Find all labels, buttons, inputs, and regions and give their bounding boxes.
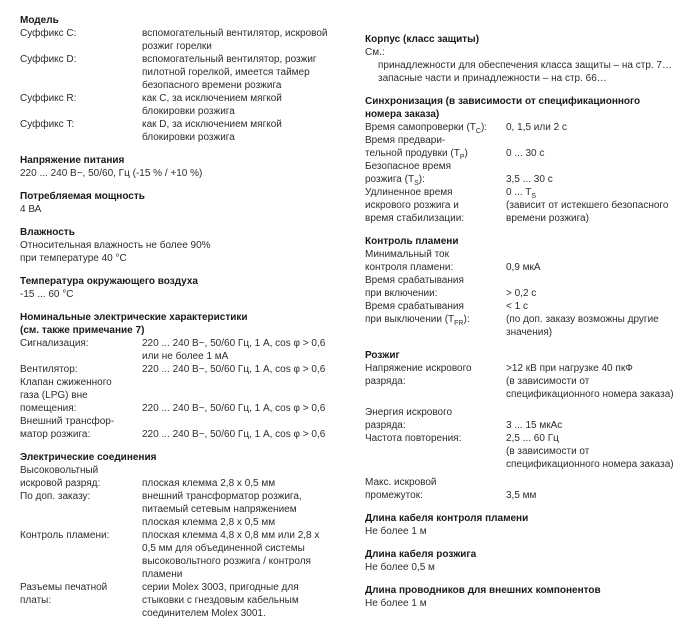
spec-label <box>365 326 506 339</box>
right-column <box>365 33 695 610</box>
spec-value: (зависит от истекшего безопасного <box>506 200 669 211</box>
spec-value: (в зависимости от <box>506 376 590 387</box>
text-line: Энергия искрового <box>365 407 453 418</box>
spec-row <box>20 363 360 376</box>
spec-label: промежуток: <box>365 490 423 501</box>
spec-row <box>20 402 360 415</box>
section-gap <box>365 339 695 349</box>
spec-row <box>20 131 360 144</box>
spec-value: (в зависимости от <box>506 446 590 457</box>
spec-value: 3,5 ... 30 с <box>506 174 553 185</box>
section-gap <box>365 574 695 584</box>
left-column <box>20 14 360 620</box>
spec-label: время стабилизации: <box>365 213 465 224</box>
spec-value: питаемый сетевым напряжением <box>142 504 297 515</box>
spec-value: < 1 с <box>506 301 528 312</box>
spec-row <box>20 389 360 402</box>
spec-label: Суффикс D: <box>20 54 77 65</box>
spec-value: вспомогательный вентилятор, розжиг <box>142 54 317 65</box>
spec-row <box>365 375 695 388</box>
spec-label <box>20 350 142 363</box>
section-heading: (см. также примечание 7) <box>20 325 145 336</box>
spec-label <box>20 66 142 79</box>
spec-row <box>20 27 360 40</box>
spec-row <box>365 362 695 375</box>
spec-value: серии Molex 3003, пригодные для <box>142 582 299 593</box>
spec-label: Вентилятор: <box>20 364 78 375</box>
spec-row <box>20 92 360 105</box>
section-gap <box>20 441 360 451</box>
spec-value <box>506 134 695 147</box>
section-heading: Влажность <box>20 227 75 238</box>
spec-label: при включении: <box>365 288 438 299</box>
spec-label: Напряжение искрового <box>365 363 472 374</box>
spec-value: стыковки с гнездовым кабельным <box>142 595 299 606</box>
section-heading: Модель <box>20 15 59 26</box>
spec-value: розжиг горелки <box>142 41 212 52</box>
spec-value: блокировки розжига <box>142 132 235 143</box>
section-gap <box>20 144 360 154</box>
spec-value: вспомогательный вентилятор, искровой <box>142 28 328 39</box>
spec-value: плоская клемма 4,8 x 0,8 мм или 2,8 x <box>142 530 320 541</box>
spec-label: искрового розжига и <box>365 200 459 211</box>
section-heading: Напряжение питания <box>20 155 125 166</box>
spec-row <box>365 326 695 339</box>
spec-value: безопасного времени розжига <box>142 80 282 91</box>
spec-label: Внешний трансфор- <box>20 416 115 427</box>
spec-label: Время предвари- <box>365 135 446 146</box>
spec-label <box>20 503 142 516</box>
spec-value: пилотной горелкой, имеется таймер <box>142 67 310 78</box>
spec-value: значения) <box>506 327 553 338</box>
spec-value: 220 ... 240 В~, 50/60 Гц, 1 А, cos φ > 0,6 <box>142 338 326 349</box>
spec-label: платы: <box>20 595 52 606</box>
section-heading: Синхронизация (в зависимости от спецификационного <box>365 96 641 107</box>
spec-row <box>20 428 360 441</box>
spec-row <box>365 121 695 134</box>
spec-value: высоковольтного розжига / контроля <box>142 556 311 567</box>
spec-label: тельной продувки $(T_P)$ <box>365 148 468 161</box>
spec-label <box>20 568 142 581</box>
spec-row <box>365 419 695 432</box>
spec-row <box>365 313 695 326</box>
spec-value: 0 ... $T_S$ <box>506 187 537 200</box>
spec-row <box>20 53 360 66</box>
spec-label <box>20 542 142 555</box>
text-line: Не более 1 м <box>365 526 427 537</box>
text-line: См.: <box>365 47 385 58</box>
spec-value: пламени <box>142 569 183 580</box>
text-line: -15 ... 60 °C <box>20 289 74 300</box>
section-gap <box>365 502 695 512</box>
spec-row <box>365 186 695 199</box>
spec-row <box>365 300 695 313</box>
spec-row <box>20 568 360 581</box>
spec-label <box>20 79 142 92</box>
spec-row <box>20 542 360 555</box>
spec-label <box>365 388 506 401</box>
spec-label: Разъемы печатной <box>20 582 108 593</box>
text-line: Не более 0,5 м <box>365 562 435 573</box>
spec-value: >12 кВ при нагрузке 40 пкФ <box>506 363 633 374</box>
indented-text-line: запасные части и принадлежности – на стр. 66… <box>378 73 607 84</box>
spec-label: матор розжига: <box>20 429 91 440</box>
text-line: Не более 1 м <box>365 598 427 609</box>
spec-row <box>365 147 695 160</box>
spec-row <box>20 516 360 529</box>
spec-value: 0,5 мм для объединенной системы <box>142 543 305 554</box>
spec-value: плоская клемма 2,8 x 0,5 мм <box>142 517 276 528</box>
text-line: Относительная влажность не более 90% <box>20 240 211 251</box>
section-heading: Длина проводников для внешних компонентов <box>365 585 601 596</box>
spec-row <box>20 376 360 389</box>
spec-value: 220 ... 240 В~, 50/60 Гц, 1 А, cos φ > 0,6 <box>142 403 326 414</box>
spec-row <box>365 261 695 274</box>
spec-value: 220 ... 240 В~, 50/60 Гц, 1 А, cos φ > 0,6 <box>142 429 326 440</box>
section-gap <box>365 85 695 95</box>
spec-value: 2,5 ... 60 Гц <box>506 433 559 444</box>
spec-row <box>20 555 360 568</box>
spec-label: Частота повторения: <box>365 433 462 444</box>
spec-value: соединителем Molex 3001. <box>142 608 266 619</box>
spec-label: Удлиненное время <box>365 187 453 198</box>
section-gap <box>20 180 360 190</box>
spec-value <box>142 415 360 428</box>
spec-label <box>20 555 142 568</box>
section-gap <box>20 216 360 226</box>
spec-row <box>20 581 360 594</box>
text-line: 4 ВА <box>20 204 42 215</box>
spec-value: 220 ... 240 В~, 50/60 Гц, 1 А, cos φ > 0,6 <box>142 364 326 375</box>
spec-row <box>365 432 695 445</box>
section-heading: Длина кабеля контроля пламени <box>365 513 529 524</box>
section-heading: Длина кабеля розжига <box>365 549 477 560</box>
spec-label <box>20 40 142 53</box>
spec-label <box>365 445 506 458</box>
spec-row <box>365 199 695 212</box>
spec-value: 3 ... 15 мкАс <box>506 420 563 431</box>
spec-value: > 0,2 с <box>506 288 537 299</box>
section-heading: Температура окружающего воздуха <box>20 276 198 287</box>
indented-text-line: принадлежности для обеспечения класса защиты – на стр. 7… <box>378 60 672 71</box>
spec-label: Суффикс T: <box>20 119 75 130</box>
spec-label <box>20 105 142 118</box>
text-line: 220 ... 240 В~, 50/60, Гц (-15 % / +10 %) <box>20 168 203 179</box>
spec-row <box>365 212 695 225</box>
spec-label: Суффикс R: <box>20 93 77 104</box>
spec-value <box>506 160 695 173</box>
section-gap <box>20 265 360 275</box>
spec-label: Суффикс C: <box>20 28 77 39</box>
spec-row <box>20 350 360 363</box>
spec-label: Сигнализация: <box>20 338 89 349</box>
spec-row <box>20 477 360 490</box>
spec-value: времени розжига) <box>506 213 589 224</box>
section-gap <box>20 301 360 311</box>
spec-row <box>20 337 360 350</box>
spec-label <box>365 458 506 471</box>
spec-row <box>365 388 695 401</box>
spec-row <box>20 607 360 620</box>
section-heading: Номинальные электрические характеристики <box>20 312 248 323</box>
spec-value: плоская клемма 2,8 x 0,5 мм <box>142 478 276 489</box>
spec-row <box>365 458 695 471</box>
text-line: Макс. искровой <box>365 477 437 488</box>
spec-row <box>20 490 360 503</box>
spec-label <box>20 131 142 144</box>
spec-row <box>20 118 360 131</box>
spec-value: как C, за исключением мягкой <box>142 93 282 104</box>
spec-value <box>142 376 360 389</box>
spec-value: 0,9 мкА <box>506 262 541 273</box>
spec-label: Клапан сжиженного <box>20 377 112 388</box>
section-heading: Контроль пламени <box>365 236 459 247</box>
spec-label: Безопасное время <box>365 161 452 172</box>
section-heading: Потребляемая мощность <box>20 191 145 202</box>
text-line: Высоковольтный <box>20 465 99 476</box>
spec-row <box>365 134 695 147</box>
spec-label: розжига $(T_S)$: <box>365 174 425 187</box>
spec-label: газа (LPG) вне <box>20 390 88 401</box>
spec-value: или не более 1 мА <box>142 351 229 362</box>
spec-value: как D, за исключением мягкой <box>142 119 282 130</box>
text-line: Минимальный ток <box>365 249 449 260</box>
spec-value: спецификационного номера заказа) <box>506 459 674 470</box>
spec-row <box>20 503 360 516</box>
section-heading: Электрические соединения <box>20 452 157 463</box>
spec-value: 0 ... 30 с <box>506 148 545 159</box>
text-line: при температуре 40 °C <box>20 253 127 264</box>
spec-label: при выключении $(T_{FR})$: <box>365 314 470 327</box>
spec-row <box>365 445 695 458</box>
spec-row <box>20 415 360 428</box>
spec-row <box>20 66 360 79</box>
spec-label: разряда: <box>365 376 406 387</box>
spec-label: помещения: <box>20 403 77 414</box>
spec-label: искровой разряд: <box>20 478 101 489</box>
spec-label: контроля пламени: <box>365 262 454 273</box>
spec-row <box>365 489 695 502</box>
spec-row <box>365 160 695 173</box>
section-gap <box>365 225 695 235</box>
spec-label: Время самопроверки $(T_C)$: <box>365 122 488 135</box>
spec-row <box>20 40 360 53</box>
spec-label <box>20 607 142 620</box>
spec-value: 3,5 мм <box>506 490 537 501</box>
spec-value: внешний трансформатор розжига, <box>142 491 302 502</box>
text-line: Время срабатывания <box>365 275 464 286</box>
spec-label <box>20 516 142 529</box>
spec-row <box>365 173 695 186</box>
spec-row <box>20 594 360 607</box>
section-heading: номера заказа) <box>365 109 440 120</box>
spec-row <box>20 529 360 542</box>
spec-label: Время срабатывания <box>365 301 464 312</box>
spec-label: Контроль пламени: <box>20 530 110 541</box>
spec-row <box>20 105 360 118</box>
spec-value: 0, 1,5 или 2 с <box>506 122 567 133</box>
spec-value <box>142 389 360 402</box>
spec-row <box>365 287 695 300</box>
spec-value: блокировки розжига <box>142 106 235 117</box>
spec-value: (по доп. заказу возможны другие <box>506 314 659 325</box>
spec-label: По доп. заказу: <box>20 491 91 502</box>
spec-row <box>20 79 360 92</box>
section-gap <box>365 538 695 548</box>
section-heading: Розжиг <box>365 350 400 361</box>
spec-value: спецификационного номера заказа) <box>506 389 674 400</box>
spec-label: разряда: <box>365 420 406 431</box>
section-heading: Корпус (класс защиты) <box>365 34 480 45</box>
